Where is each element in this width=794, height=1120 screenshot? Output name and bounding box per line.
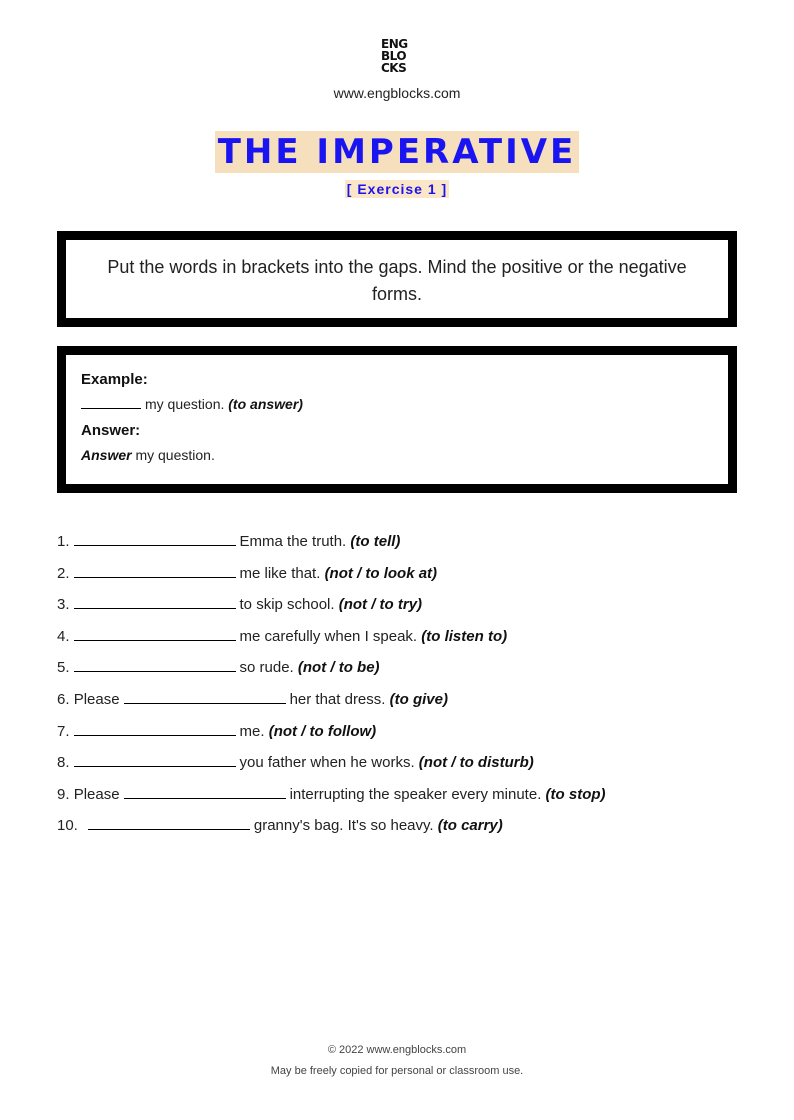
- item-number: 4.: [57, 627, 70, 645]
- item-prefix: Please: [73, 785, 120, 803]
- exercise-item: [57, 689, 757, 721]
- item-hint: (not / to be): [297, 659, 380, 677]
- item-number: 2.: [57, 564, 70, 582]
- footer-license: May be freely copied for personal or classroom use.: [270, 1065, 524, 1077]
- item-text: me carefully when I speak.: [239, 627, 418, 645]
- answer-word: Answer: [81, 447, 132, 463]
- item-hint: (to stop): [545, 785, 606, 803]
- engblocks-logo: [381, 38, 415, 74]
- answer-blank[interactable]: [74, 594, 236, 609]
- logo-line: CKS: [381, 61, 407, 75]
- item-number: 10.: [57, 817, 78, 835]
- item-hint: (to tell): [350, 533, 401, 550]
- answer-blank[interactable]: [74, 531, 236, 546]
- logo-line: BLO: [381, 49, 407, 63]
- answer-blank[interactable]: [74, 721, 236, 736]
- instructions-box: [57, 231, 737, 327]
- answer-sentence: [81, 447, 713, 463]
- exercise-list: [57, 531, 757, 847]
- exercise-item: [57, 531, 757, 563]
- example-sentence: [81, 396, 713, 412]
- item-text: so rude.: [239, 659, 294, 677]
- answer-label: Answer:: [81, 422, 141, 439]
- item-hint: (to give): [389, 690, 448, 708]
- item-number: 9.: [57, 785, 70, 803]
- answer-blank[interactable]: [124, 784, 286, 799]
- item-text: granny's bag. It's so heavy.: [253, 817, 434, 835]
- item-number: 1.: [57, 533, 70, 550]
- item-hint: (not / to look at): [324, 564, 438, 582]
- item-text: her that dress.: [289, 690, 386, 708]
- item-prefix: Please: [73, 690, 120, 708]
- exercise-subtitle: [ Exercise 1 ]: [346, 181, 448, 197]
- example-hint: (to answer): [228, 396, 303, 412]
- exercise-item: [57, 594, 757, 626]
- exercise-item: [57, 752, 757, 784]
- exercise-item: [57, 657, 757, 689]
- item-text: to skip school.: [239, 596, 335, 614]
- answer-blank[interactable]: [74, 563, 236, 578]
- item-number: 3.: [57, 596, 70, 614]
- answer-blank[interactable]: [74, 752, 236, 767]
- answer-blank[interactable]: [74, 657, 236, 672]
- item-number: 8.: [57, 754, 70, 772]
- site-url: www.engblocks.com: [333, 85, 461, 101]
- example-label: Example:: [81, 371, 148, 388]
- logo-line: ENG: [381, 37, 408, 51]
- instructions-text: Put the words in brackets into the gaps. Mind the positive or the negative forms.: [107, 257, 687, 304]
- exercise-item: [57, 626, 757, 658]
- item-hint: (not / to follow): [268, 722, 377, 740]
- item-number: 6.: [57, 690, 70, 708]
- answer-blank[interactable]: [74, 626, 236, 641]
- exercise-item: [57, 721, 757, 753]
- footer-copyright: © 2022 www.engblocks.com: [327, 1044, 467, 1056]
- page-title: THE IMPERATIVE: [215, 131, 580, 173]
- item-number: 7.: [57, 722, 70, 740]
- answer-blank[interactable]: [88, 815, 250, 830]
- exercise-item: [57, 563, 757, 595]
- item-text: me like that.: [239, 564, 321, 582]
- answer-text: my question.: [135, 447, 215, 463]
- item-hint: (to listen to): [421, 627, 508, 645]
- item-text: me.: [239, 722, 265, 740]
- example-blank: [81, 396, 141, 409]
- exercise-item: [57, 784, 757, 816]
- answer-blank[interactable]: [124, 689, 286, 704]
- item-text: Emma the truth.: [239, 533, 347, 550]
- example-box: [57, 346, 737, 493]
- item-hint: (not / to try): [338, 596, 423, 614]
- item-number: 5.: [57, 659, 70, 677]
- item-hint: (not / to disturb): [418, 754, 534, 772]
- exercise-item: [57, 815, 757, 847]
- item-text: interrupting the speaker every minute.: [289, 785, 542, 803]
- example-sentence-text: my question.: [145, 396, 225, 412]
- item-text: you father when he works.: [239, 754, 415, 772]
- item-hint: (to carry): [437, 817, 503, 835]
